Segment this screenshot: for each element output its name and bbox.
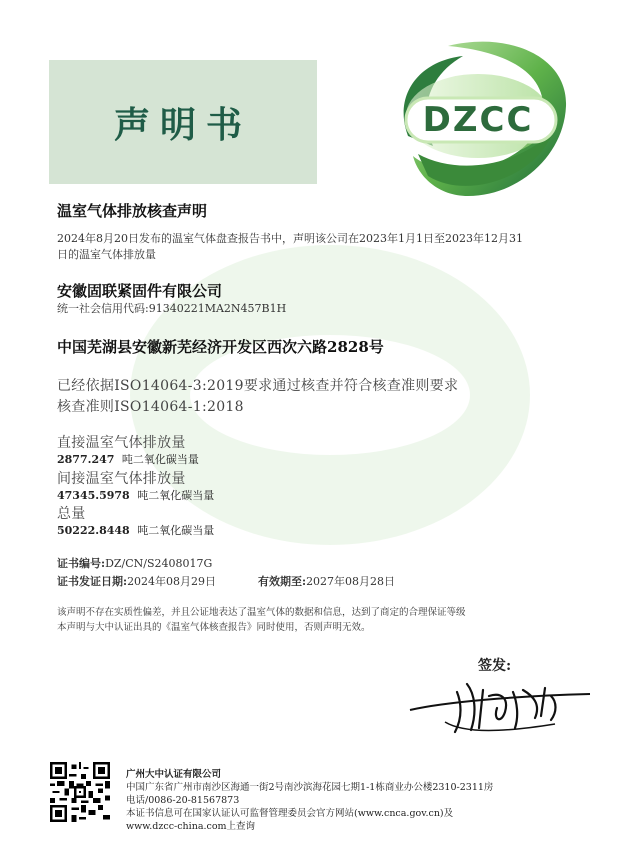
direct-emission-row	[57, 451, 199, 467]
direct-emission-label: 直接温室气体排放量	[57, 435, 186, 451]
disclaimer-line-1: 该声明不存在实质性偏差，并且公证地表达了温室气体的数据和信息，达到了商定的合理保证等级	[57, 607, 466, 618]
disclaimer-line-2: 本声明与大中认证出具的《温室气体核查报告》同时使用，否则声明无效。	[57, 622, 371, 633]
direct-emission-unit: 吨二氧化碳当量	[121, 453, 199, 466]
company-address: 中国芜湖县安徽新芜经济开发区西次六路2828号	[57, 338, 384, 356]
standard-line-1: 已经依据ISO14064-3:2019要求通过核查并符合核查准则要求	[57, 378, 459, 394]
issue-date-row	[57, 573, 216, 589]
total-emission-label: 总量	[57, 506, 86, 522]
expiry-date-row	[258, 573, 395, 589]
page-title: 声明书	[113, 104, 252, 146]
footer-address: 中国广东省广州市南沙区海通一街2号南沙滨海花园七期1-1栋商业办公楼2310-2311房	[126, 782, 494, 793]
signature-image	[405, 672, 595, 742]
indirect-emission-row	[57, 487, 214, 503]
total-emission-unit: 吨二氧化碳当量	[137, 524, 215, 537]
qr-code	[50, 762, 110, 822]
statement-heading: 温室气体排放核查声明	[57, 202, 208, 220]
company-name: 安徽固联紧固件有限公司	[57, 282, 223, 300]
statement-line-1: 2024年8月20日发布的温室气体盘查报告书中，声明该公司在2023年1月1日至2023年12月31	[57, 232, 523, 245]
certificate-number-label: 证书编号:	[57, 557, 106, 570]
issue-date: 2024年08月29日	[127, 575, 217, 588]
issue-date-label: 证书发证日期:	[57, 575, 128, 588]
indirect-emission-value: 47345.5978	[57, 489, 130, 502]
expiry-date: 2027年08月28日	[306, 575, 396, 588]
footer-phone: 电话/0086-20-81567873	[126, 795, 240, 806]
footer-verify-line-2[interactable]: www.dzcc-china.com上查询	[126, 821, 256, 832]
certificate-number: DZ/CN/S2408017G	[105, 557, 213, 570]
standard-line-2: 核查准则ISO14064-1:2018	[57, 399, 244, 415]
statement-line-2: 日的温室气体排放量	[57, 248, 156, 261]
credit-code: 统一社会信用代码:91340221MA2N457B1H	[57, 302, 287, 315]
direct-emission-value: 2877.247	[57, 453, 115, 466]
indirect-emission-unit: 吨二氧化碳当量	[137, 489, 215, 502]
footer-verify-line-1: 本证书信息可在国家认证认可监督管理委员会官方网站(www.cnca.gov.cn)及	[126, 808, 454, 819]
total-emission-value: 50222.8448	[57, 524, 130, 537]
footer-org: 广州大中认证有限公司	[126, 769, 222, 780]
logo-text: DZCC	[422, 100, 534, 140]
certificate-number-row	[57, 555, 212, 571]
signature-label: 签发:	[478, 658, 512, 674]
indirect-emission-label: 间接温室气体排放量	[57, 471, 186, 487]
expiry-date-label: 有效期至:	[258, 575, 307, 588]
total-emission-row	[57, 522, 214, 538]
